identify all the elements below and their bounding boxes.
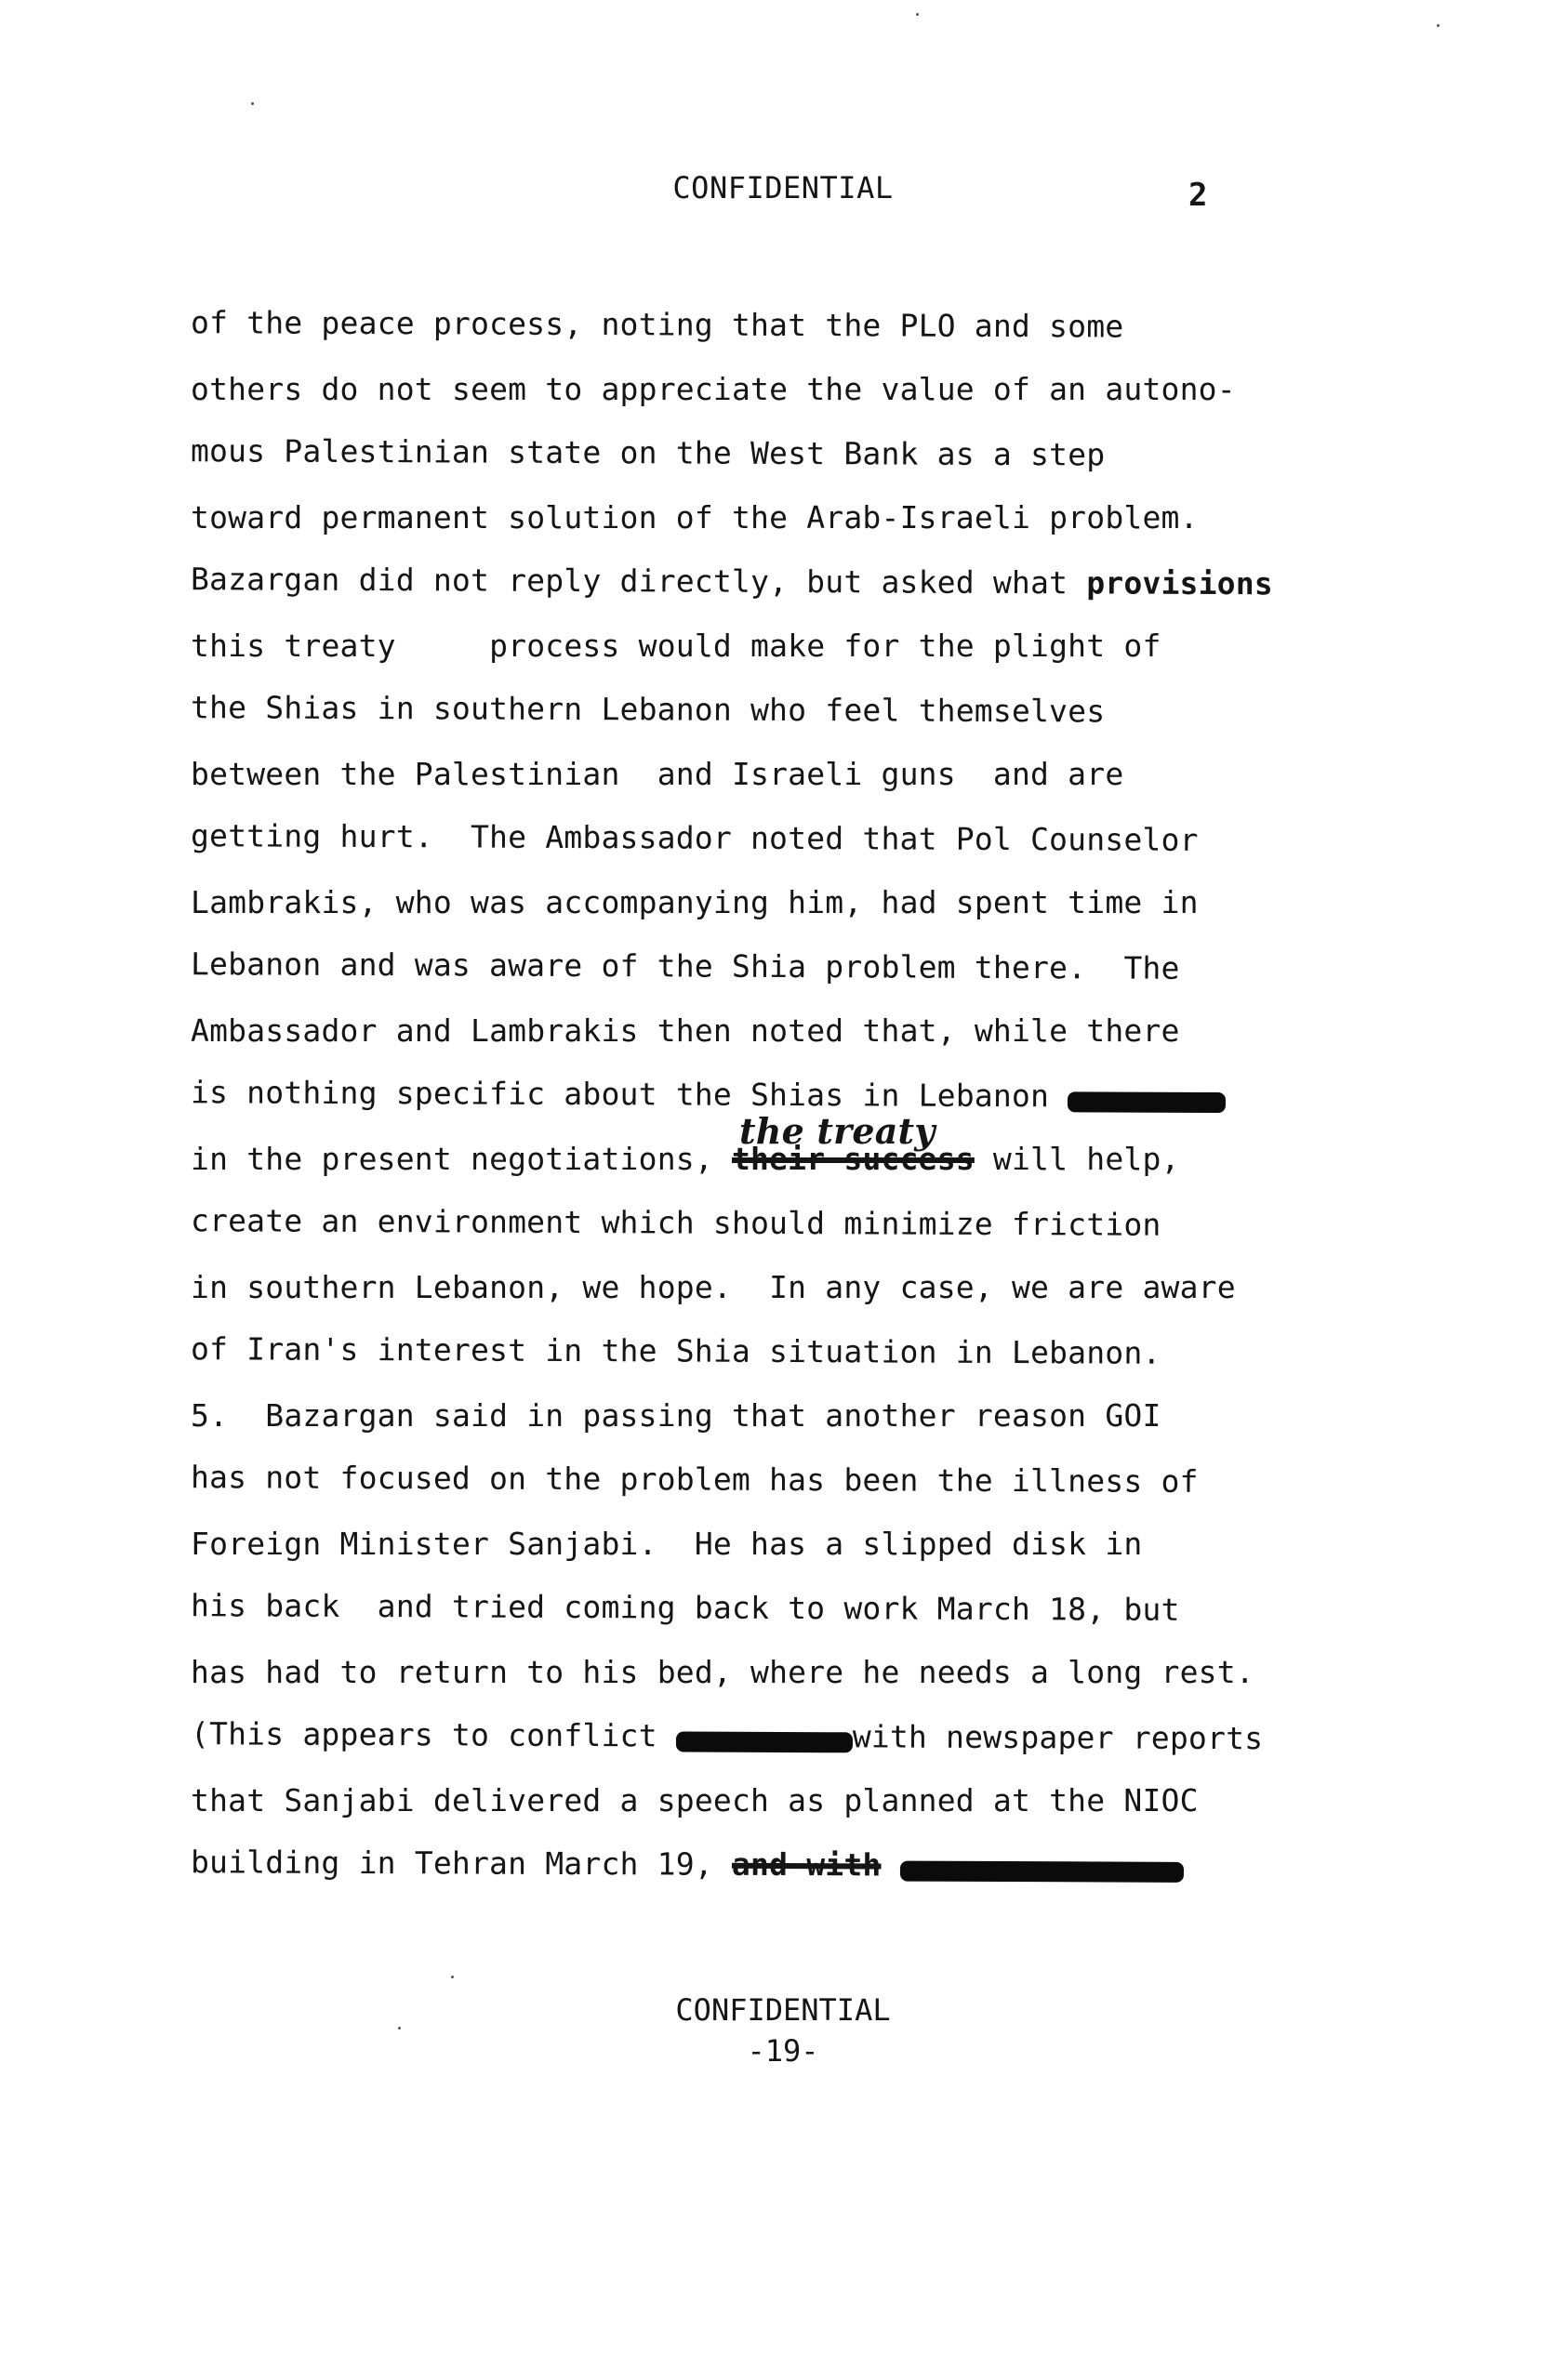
handwritten-insertion: the treaty	[739, 1110, 936, 1152]
body-line-text: Bazargan did not reply directly, but asked what	[190, 561, 1087, 602]
body-line: Lebanon and was aware of the Shia problem there. The	[190, 945, 1180, 986]
page-number: 2	[1188, 177, 1208, 214]
body-line: in southern Lebanon, we hope. In any case, we are aware	[191, 1269, 1236, 1305]
redaction-mark	[900, 1861, 1184, 1883]
body-line: the Shias in southern Lebanon who feel themselves	[190, 689, 1106, 730]
body-line: Lambrakis, who was accompanying him, had spent time in	[191, 884, 1199, 920]
scan-speck	[451, 1976, 454, 1978]
header-classification: CONFIDENTIAL	[672, 170, 894, 205]
body-line: of the peace process, noting that the PLO and some	[190, 304, 1124, 345]
body-line: Foreign Minister Sanjabi. He has a slipped disk in	[191, 1526, 1143, 1562]
scan-speck	[1437, 24, 1440, 27]
footer	[0, 1990, 1566, 2071]
body-line: getting hurt. The Ambassador noted that Pol Counselor	[190, 817, 1199, 858]
body-line: his back and tried coming back to work March 18, but	[190, 1587, 1180, 1628]
body-line-text: in the present negotiations,	[191, 1141, 732, 1177]
body-line	[191, 1110, 1381, 1191]
scan-speck	[916, 13, 919, 16]
struck-out-text: and with	[731, 1845, 882, 1884]
body-line: of Iran's interest in the Shia situation in Lebanon.	[190, 1330, 1161, 1371]
scan-speck	[398, 2027, 401, 2030]
body-line-text: (This appears to conflict	[190, 1715, 676, 1754]
body-line-text: will help,	[974, 1141, 1180, 1177]
body-line-text: with newspaper reports	[852, 1718, 1264, 1757]
body-line	[191, 1830, 1381, 1899]
body-line	[191, 1701, 1381, 1771]
body-line-text: building in Tehran March 19,	[190, 1844, 733, 1883]
body-line: has had to return to his bed, where he needs a long rest.	[191, 1654, 1254, 1690]
footer-classification: CONFIDENTIAL	[675, 1992, 891, 2028]
body-line: this treaty process would make for the plight of	[191, 628, 1161, 664]
body-line: Ambassador and Lambrakis then noted that, while there	[191, 1012, 1180, 1049]
footer-page-marker: -19-	[747, 2033, 819, 2069]
redaction-mark	[1068, 1091, 1226, 1113]
body-line: create an environment which should minimize friction	[190, 1202, 1161, 1243]
body-line: has not focused on the problem has been the illness of	[190, 1459, 1199, 1500]
body-line: others do not seem to appreciate the value of an autono-	[191, 371, 1236, 407]
body-line	[191, 547, 1381, 616]
document-body	[191, 293, 1381, 1897]
redaction-mark	[676, 1731, 853, 1752]
body-line-text: is nothing specific about the Shias in Lebanon	[190, 1074, 1068, 1115]
body-line: between the Palestinian and Israeli guns and are	[191, 756, 1124, 792]
body-line: that Sanjabi delivered a speech as planned at the NIOC	[191, 1782, 1199, 1818]
struck-out-text: their success	[731, 1141, 975, 1177]
scan-speck	[251, 102, 254, 105]
provisions-word: provisions	[1086, 564, 1274, 602]
body-line: 5. Bazargan said in passing that another reason GOI	[191, 1397, 1161, 1434]
body-line: mous Palestinian state on the West Bank as a step	[190, 432, 1106, 473]
body-line: toward permanent solution of the Arab-Israeli problem.	[191, 499, 1199, 536]
